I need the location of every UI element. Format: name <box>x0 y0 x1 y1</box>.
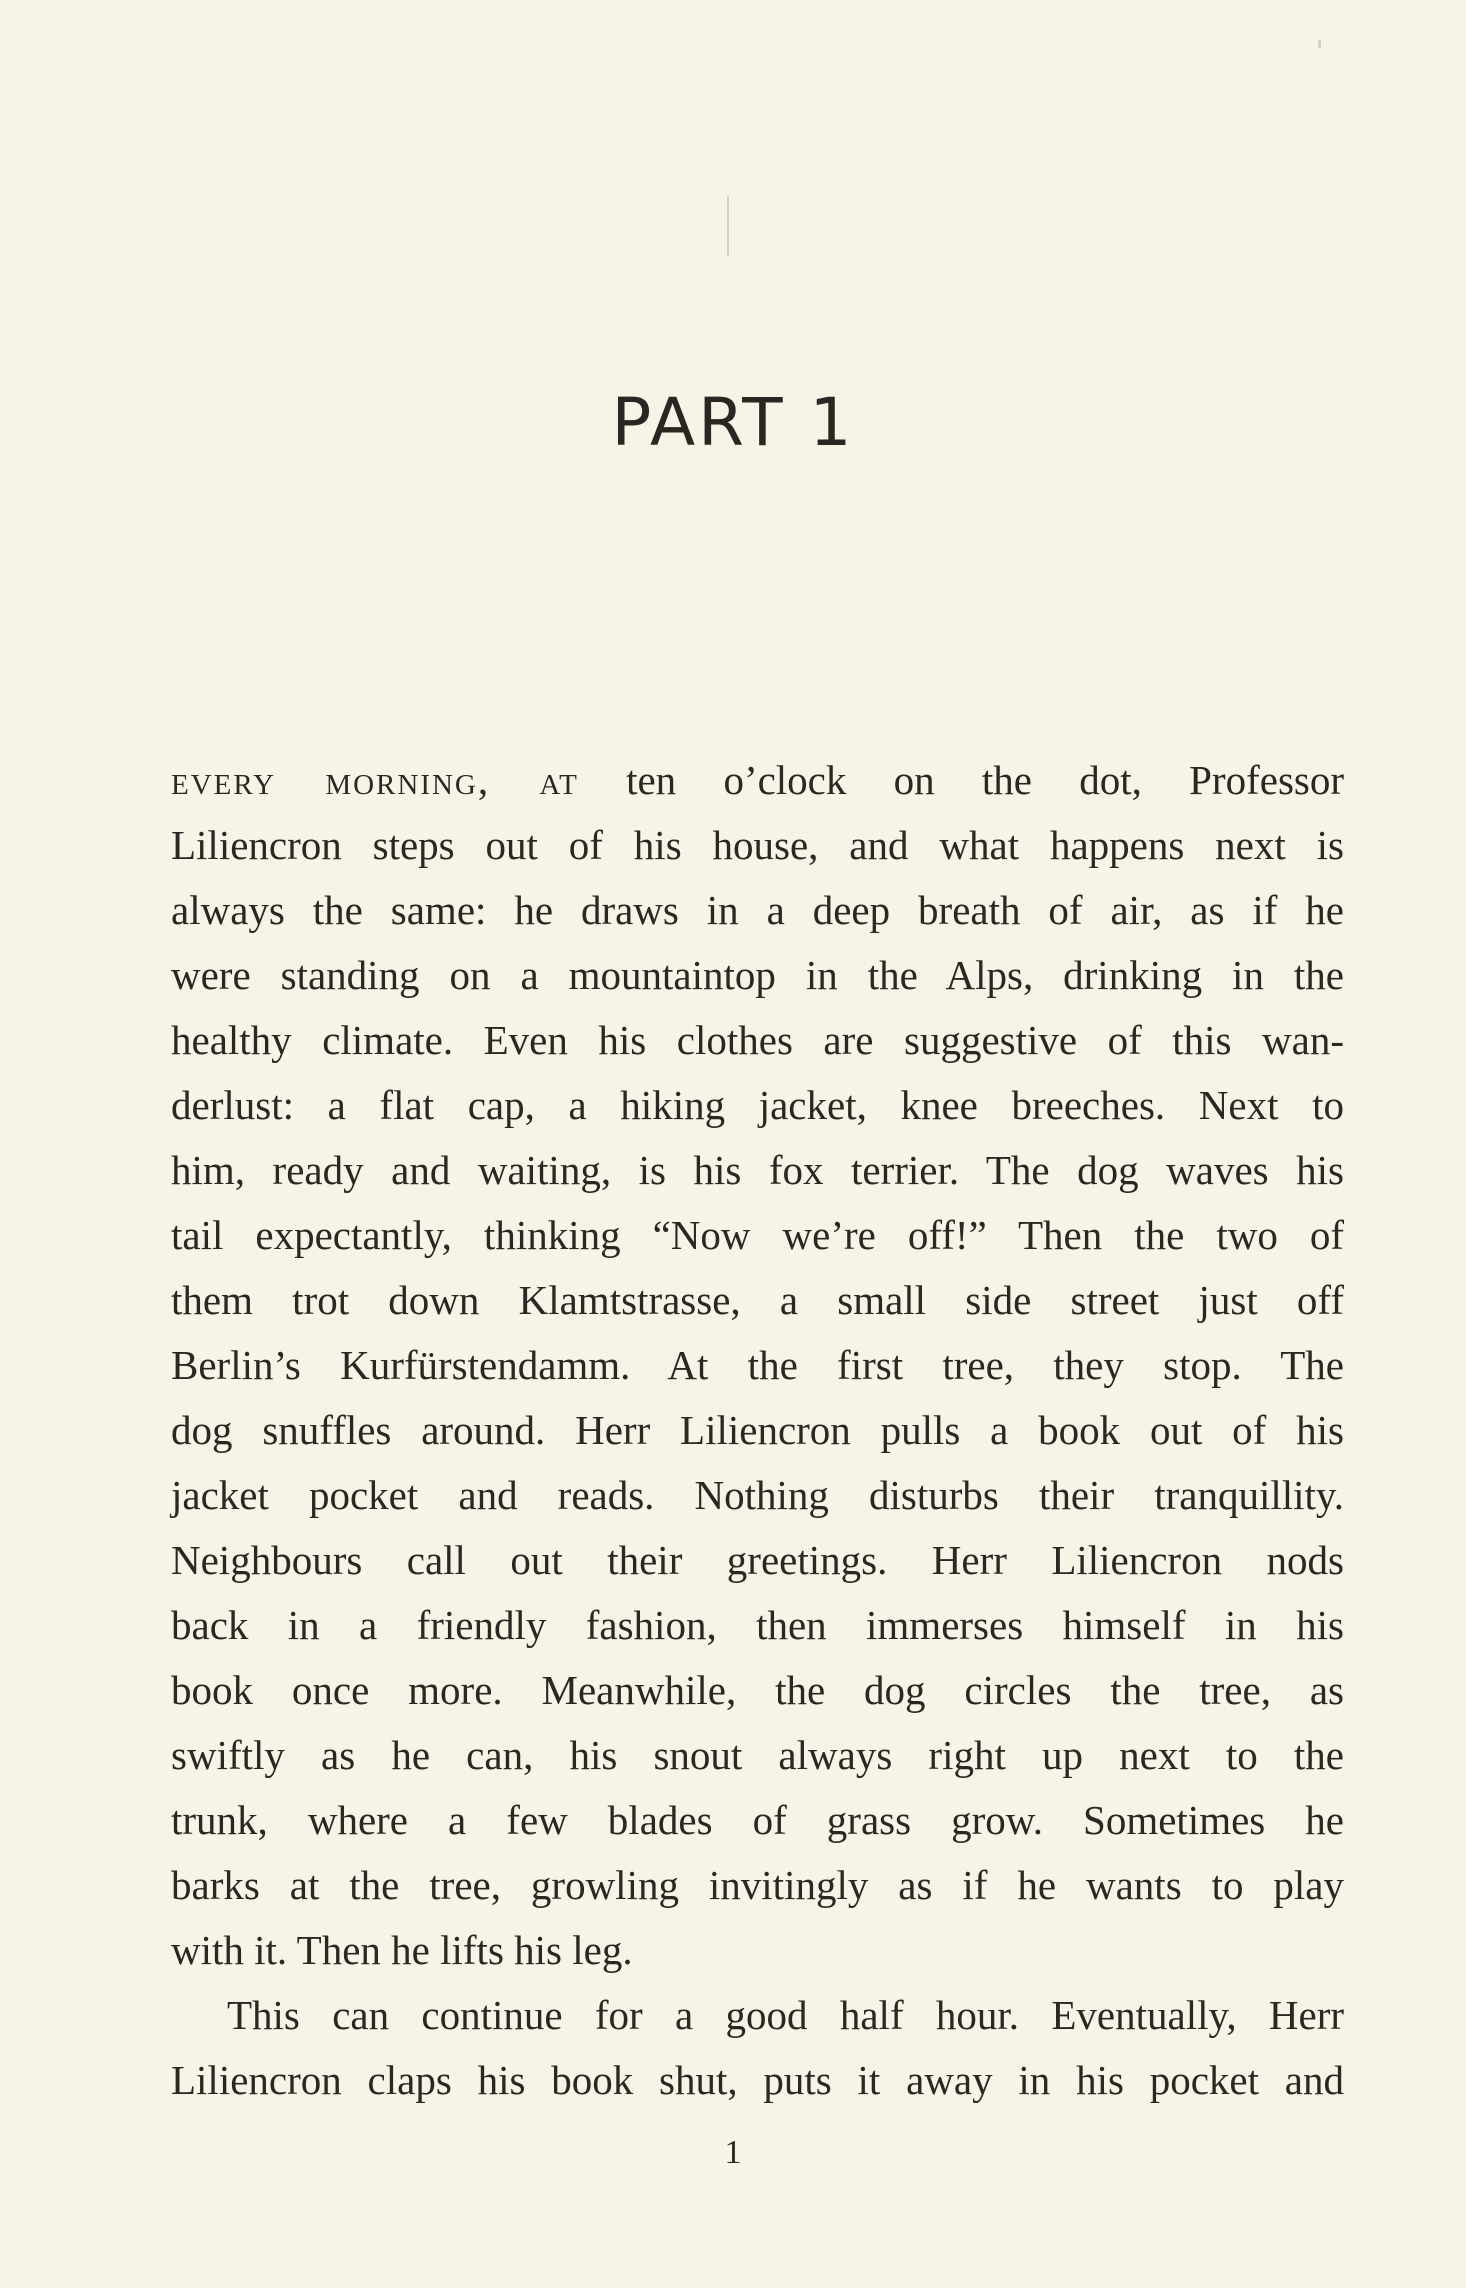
part-heading: PART 1 <box>611 384 855 461</box>
text-line: book once more. Meanwhile, the dog circles the tree, as <box>171 1667 1344 1713</box>
text-line: back in a friendly fashion, then immerses himself in his <box>171 1602 1344 1648</box>
text-line: swiftly as he can, his snout always right up next to the <box>171 1732 1344 1778</box>
text-line: him, ready and waiting, is his fox terrier. The dog waves his <box>171 1147 1344 1193</box>
text-line: This can continue for a good half hour. Eventually, Herr <box>227 1992 1344 2038</box>
page-number: 1 <box>724 2134 742 2171</box>
text-line: barks at the tree, growling invitingly as if he wants to play <box>171 1862 1344 1908</box>
text-line: every morning, at ten o’clock on the dot, Professor <box>171 757 1345 803</box>
text-line: jacket pocket and reads. Nothing disturbs their tranquillity. <box>171 1472 1344 1518</box>
text-line: Liliencron claps his book shut, puts it away in his pocket and <box>171 2057 1344 2103</box>
text-line: always the same: he draws in a deep breath of air, as if he <box>171 887 1344 933</box>
opening-small-caps: every morning, at <box>171 757 579 803</box>
text-line: tail expectantly, thinking “Now we’re off!” Then the two of <box>171 1212 1344 1258</box>
text-line: were standing on a mountaintop in the Alps, drinking in the <box>171 952 1344 998</box>
text-line: Neighbours call out their greetings. Herr Liliencron nods <box>171 1537 1344 1583</box>
text-line: dog snuffles around. Herr Liliencron pulls a book out of his <box>171 1407 1344 1453</box>
text-line: with it. Then he lifts his leg. <box>171 1927 633 1973</box>
text-line: trunk, where a few blades of grass grow. Sometimes he <box>171 1797 1344 1843</box>
text-line: them trot down Klamtstrasse, a small side street just off <box>171 1277 1344 1323</box>
paper-speck <box>1318 40 1321 48</box>
text-line: Berlin’s Kurfürstendamm. At the first tree, they stop. The <box>171 1342 1344 1388</box>
text-line: healthy climate. Even his clothes are suggestive of this wan- <box>171 1017 1344 1063</box>
body-text <box>171 748 1344 2113</box>
paper-speck <box>727 196 729 256</box>
text-line: derlust: a flat cap, a hiking jacket, knee breeches. Next to <box>171 1082 1344 1128</box>
text-line: Liliencron steps out of his house, and what happens next is <box>171 822 1344 868</box>
